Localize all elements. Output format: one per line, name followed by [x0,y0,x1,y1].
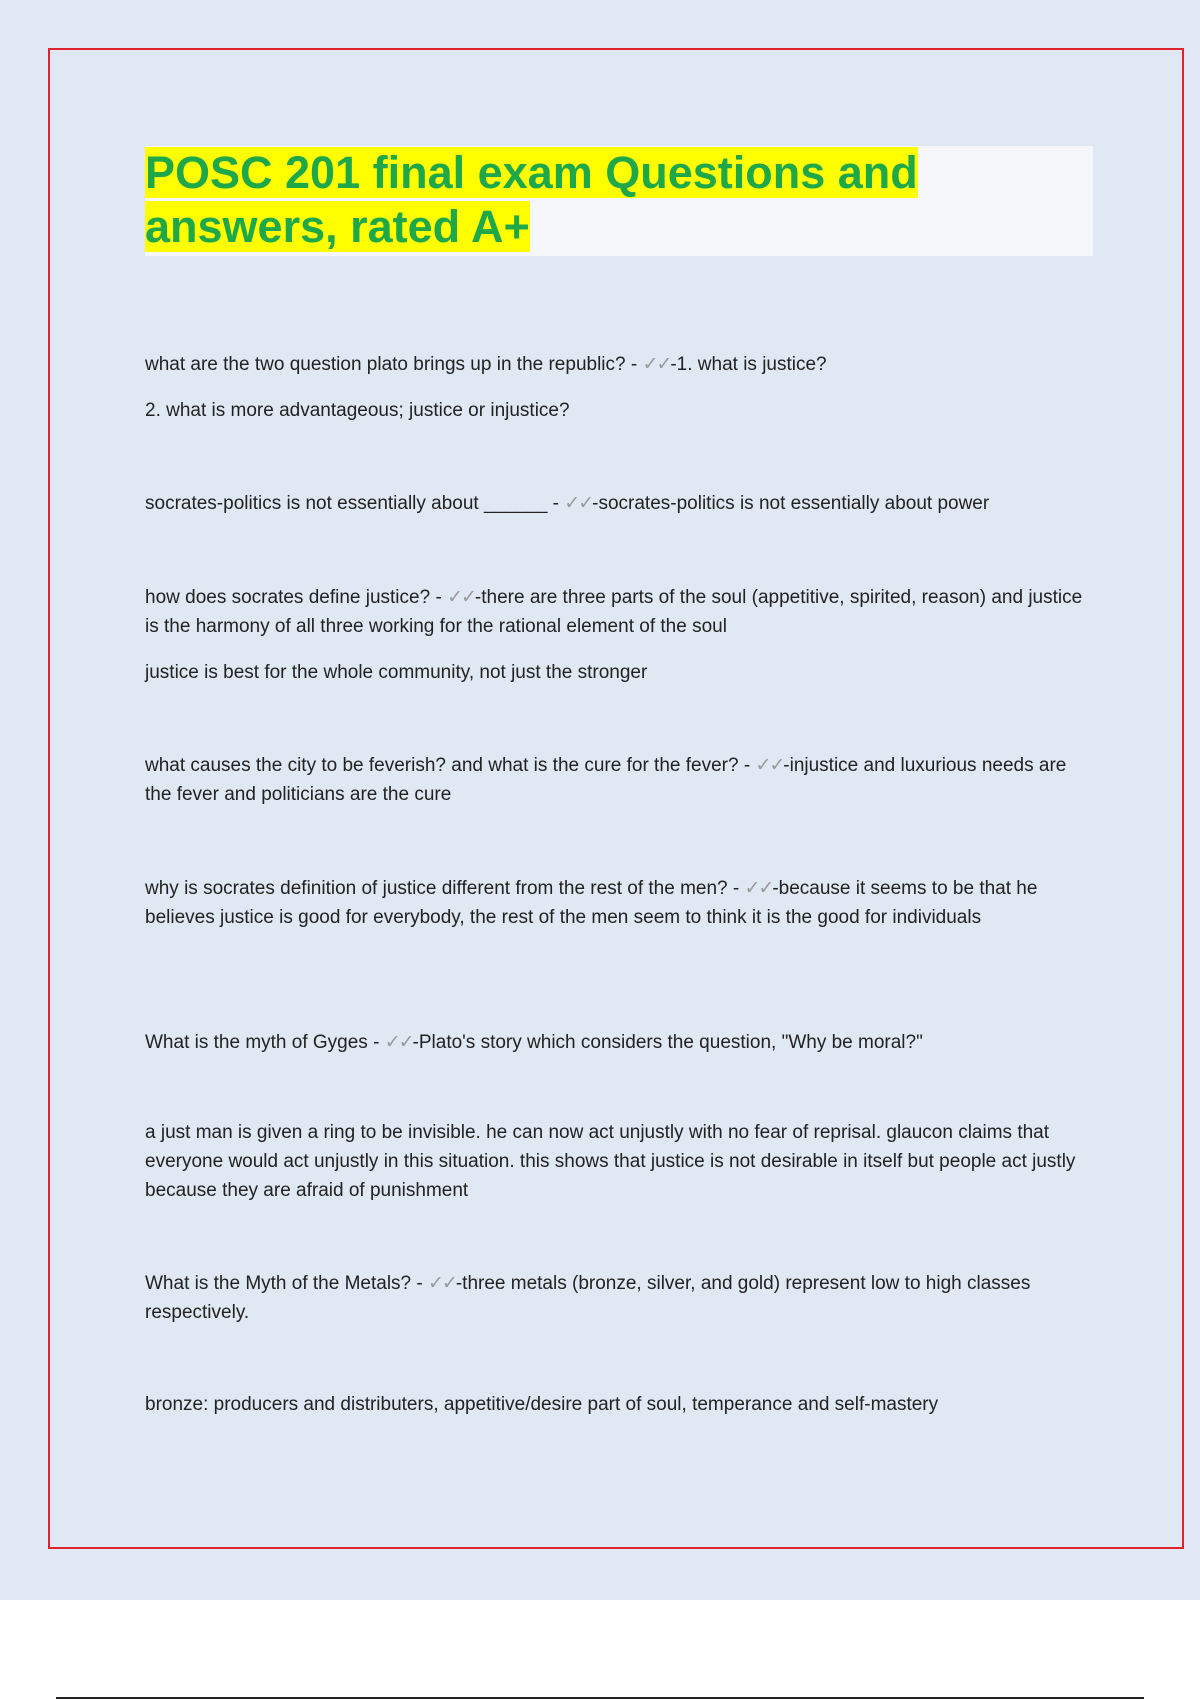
qa-continuation [145,1390,1085,1419]
check-icon: ✓✓ [642,354,671,375]
footer-rule [56,1697,1144,1699]
qa-entry [145,350,1085,379]
question-text: what are the two question plato brings up in the republic? - [145,354,643,375]
question-text: What is the myth of Gyges - [145,1032,385,1053]
answer-text: -there are three parts of the soul (appetitive, spirited, reason) and justice is the harmony of all three working for the rational element of the soul [145,587,1083,637]
qa-entry [145,583,1085,641]
answer-text: a just man is given a ring to be invisible. he can now act unjustly with no fear of reprisal. glaucon claims that everyone would act unjustly in this situation. this shows that justice is not desirable in itself but people act justly because they are afraid of punishment [145,1122,1076,1201]
answer-text: -Plato's story which considers the question, "Why be moral?" [412,1032,923,1053]
question-text: socrates-politics is not essentially about ______ - [145,493,565,514]
check-icon: ✓✓ [447,587,475,608]
answer-text: -because it seems to be that he believes justice is good for everybody, the rest of the men seem to think it is the good for individuals [145,878,1038,928]
qa-entry [145,489,1085,518]
answer-text: 2. what is more advantageous; justice or injustice? [145,400,570,421]
check-icon: ✓✓ [384,1032,413,1053]
qa-entry [145,1028,1085,1057]
title-line-2: answers, rated A+ [145,201,530,252]
qa-entry [145,751,1085,809]
check-icon: ✓✓ [755,755,784,776]
answer-text: -1. what is justice? [670,354,827,375]
qa-entry [145,874,1085,932]
qa-continuation [145,658,1085,687]
answer-text: bronze: producers and distributers, appetitive/desire part of soul, temperance and self-mastery [145,1394,939,1415]
title-line-1: POSC 201 final exam Questions and [145,147,918,198]
answer-text: -injustice and luxurious needs are the fever and politicians are the cure [145,755,1067,805]
check-icon: ✓✓ [428,1273,456,1294]
qa-continuation [145,396,1085,425]
question-text: What is the Myth of the Metals? - [145,1273,428,1294]
answer-text: -socrates-politics is not essentially about power [592,493,990,514]
check-icon: ✓✓ [564,493,593,514]
answer-text: justice is best for the whole community, not just the stronger [145,662,648,683]
document-title [145,146,1005,254]
qa-entry [145,1269,1085,1327]
qa-continuation [145,1118,1085,1205]
check-icon: ✓✓ [744,878,773,899]
question-text: why is socrates definition of justice different from the rest of the men? - [145,878,745,899]
question-text: how does socrates define justice? - [145,587,448,608]
question-text: what causes the city to be feverish? and what is the cure for the fever? - [145,755,756,776]
answer-text: -three metals (bronze, silver, and gold) represent low to high classes respectively. [145,1273,1031,1323]
